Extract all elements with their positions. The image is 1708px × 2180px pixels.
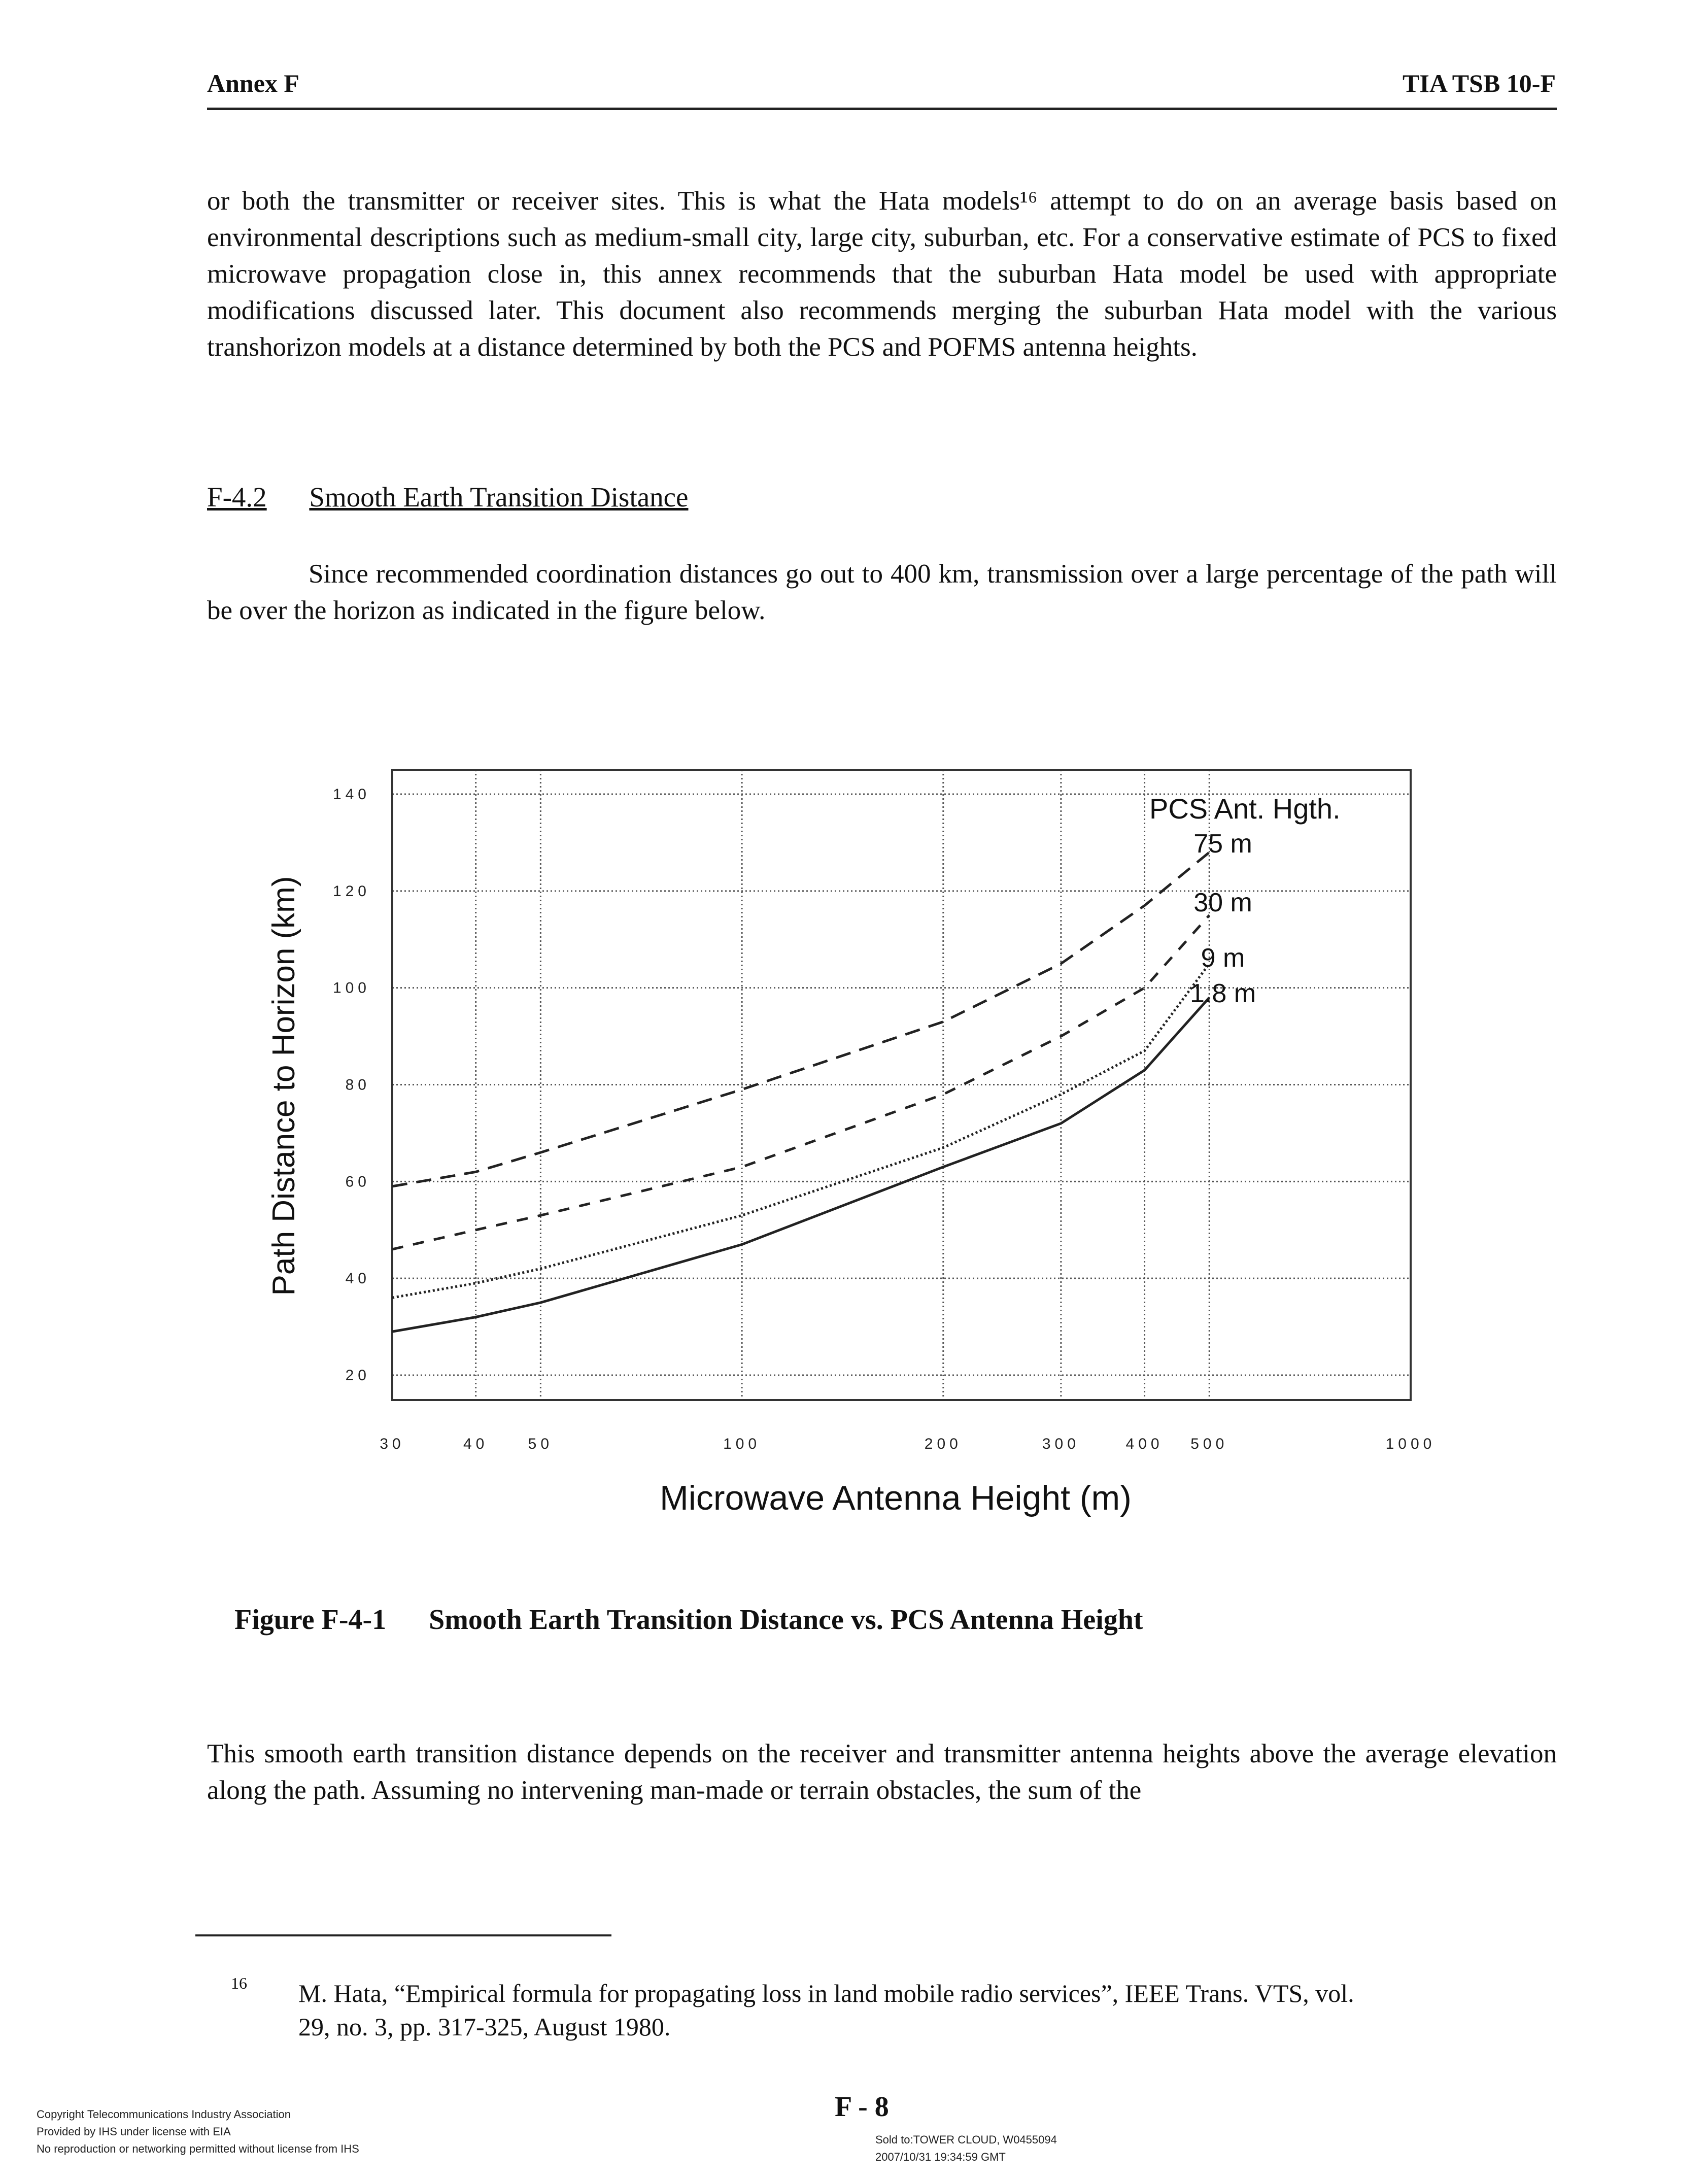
svg-text:400: 400 xyxy=(1125,1436,1164,1452)
svg-text:80: 80 xyxy=(345,1076,370,1094)
copyright-line: No reproduction or networking permitted without license from IHS xyxy=(37,2142,359,2155)
x-tick-labels xyxy=(380,1436,1436,1452)
figure-number: Figure F-4-1 xyxy=(234,1604,387,1636)
timestamp: 2007/10/31 19:34:59 GMT xyxy=(875,2151,1006,2163)
curve-75m xyxy=(392,853,1209,1186)
svg-text:50: 50 xyxy=(528,1436,554,1452)
svg-text:20: 20 xyxy=(345,1367,370,1384)
closing-paragraph: This smooth earth transition distance depends on the receiver and transmitter antenna heights above the average elevation along the path. Assuming no intervening man-made or terrain obstacles, the sum of the xyxy=(207,1739,1557,1805)
copyright-line: Copyright Telecommunications Industry Association xyxy=(37,2108,291,2121)
section-heading xyxy=(207,481,688,513)
svg-text:200: 200 xyxy=(924,1436,962,1452)
copyright-block xyxy=(37,2106,359,2158)
x-axis-label: Microwave Antenna Height (m) xyxy=(660,1479,1132,1517)
svg-text:9 m: 9 m xyxy=(1201,943,1245,973)
header-left: Annex F xyxy=(207,69,299,97)
intro-paragraph: or both the transmitter or receiver sites. This is what the Hata models¹⁶ attempt to do on an average basis based on environmental descriptions such as medium-small city, large city, suburban, etc. For a conservative estimate of PCS to fixed microwave propagation close in, this annex recommends that the suburban Hata model be used with appropriate modifications discussed later. This document also recommends merging the suburban Hata model with the various transhorizon models at a distance determined by both the PCS and POFMS antenna heights. xyxy=(207,186,1557,362)
figure-caption-text: Smooth Earth Transition Distance vs. PCS Antenna Height xyxy=(429,1604,1143,1636)
transition-distance-chart xyxy=(254,761,1472,1548)
svg-text:1000: 1000 xyxy=(1385,1436,1436,1452)
curve-18m xyxy=(392,998,1209,1332)
footnote-line-2: 29, no. 3, pp. 317-325, August 1980. xyxy=(298,2013,671,2041)
section-paragraph: Since recommended coordination distances go out to 400 km, transmission over a large percentage of the path will be over the horizon as indicated in the figure below. xyxy=(207,559,1557,625)
svg-text:40: 40 xyxy=(463,1436,489,1452)
y-axis-label: Path Distance to Horizon (km) xyxy=(266,876,301,1296)
footnote-mark: 16 xyxy=(231,1974,247,1992)
chart-curves xyxy=(392,853,1209,1332)
svg-text:1.8 m: 1.8 m xyxy=(1189,979,1256,1008)
svg-text:500: 500 xyxy=(1190,1436,1228,1452)
header-rule xyxy=(207,108,1557,110)
svg-text:40: 40 xyxy=(345,1270,370,1287)
svg-text:300: 300 xyxy=(1042,1436,1080,1452)
svg-text:100: 100 xyxy=(332,979,370,997)
copyright-line: Provided by IHS under license with EIA xyxy=(37,2125,231,2138)
svg-text:30 m: 30 m xyxy=(1193,888,1252,917)
svg-text:30: 30 xyxy=(380,1436,405,1452)
section-title: Smooth Earth Transition Distance xyxy=(309,482,689,513)
page-number: F - 8 xyxy=(835,2091,889,2123)
sold-to: Sold to:TOWER CLOUD, W0455094 xyxy=(875,2133,1057,2146)
footnote-line-1: M. Hata, “Empirical formula for propagating loss in land mobile radio services”, IEEE Trans. VTS, vol. xyxy=(298,1979,1354,2007)
curve-30m xyxy=(392,915,1209,1249)
svg-text:140: 140 xyxy=(332,786,370,803)
curve-9m xyxy=(392,964,1209,1298)
svg-text:60: 60 xyxy=(345,1173,370,1190)
svg-text:100: 100 xyxy=(723,1436,761,1452)
chart-grid xyxy=(392,770,1411,1400)
y-tick-labels xyxy=(333,786,370,1384)
figure-caption xyxy=(234,1604,1143,1636)
svg-text:120: 120 xyxy=(332,882,370,900)
legend-labels xyxy=(1190,829,1256,1008)
header-right: TIA TSB 10-F xyxy=(1403,69,1556,97)
sold-to-block xyxy=(875,2131,1057,2166)
footnote-rule xyxy=(195,1934,611,1936)
legend-title: PCS Ant. Hgth. xyxy=(1149,793,1341,825)
section-number: F-4.2 xyxy=(207,482,267,513)
svg-text:75 m: 75 m xyxy=(1193,829,1252,859)
